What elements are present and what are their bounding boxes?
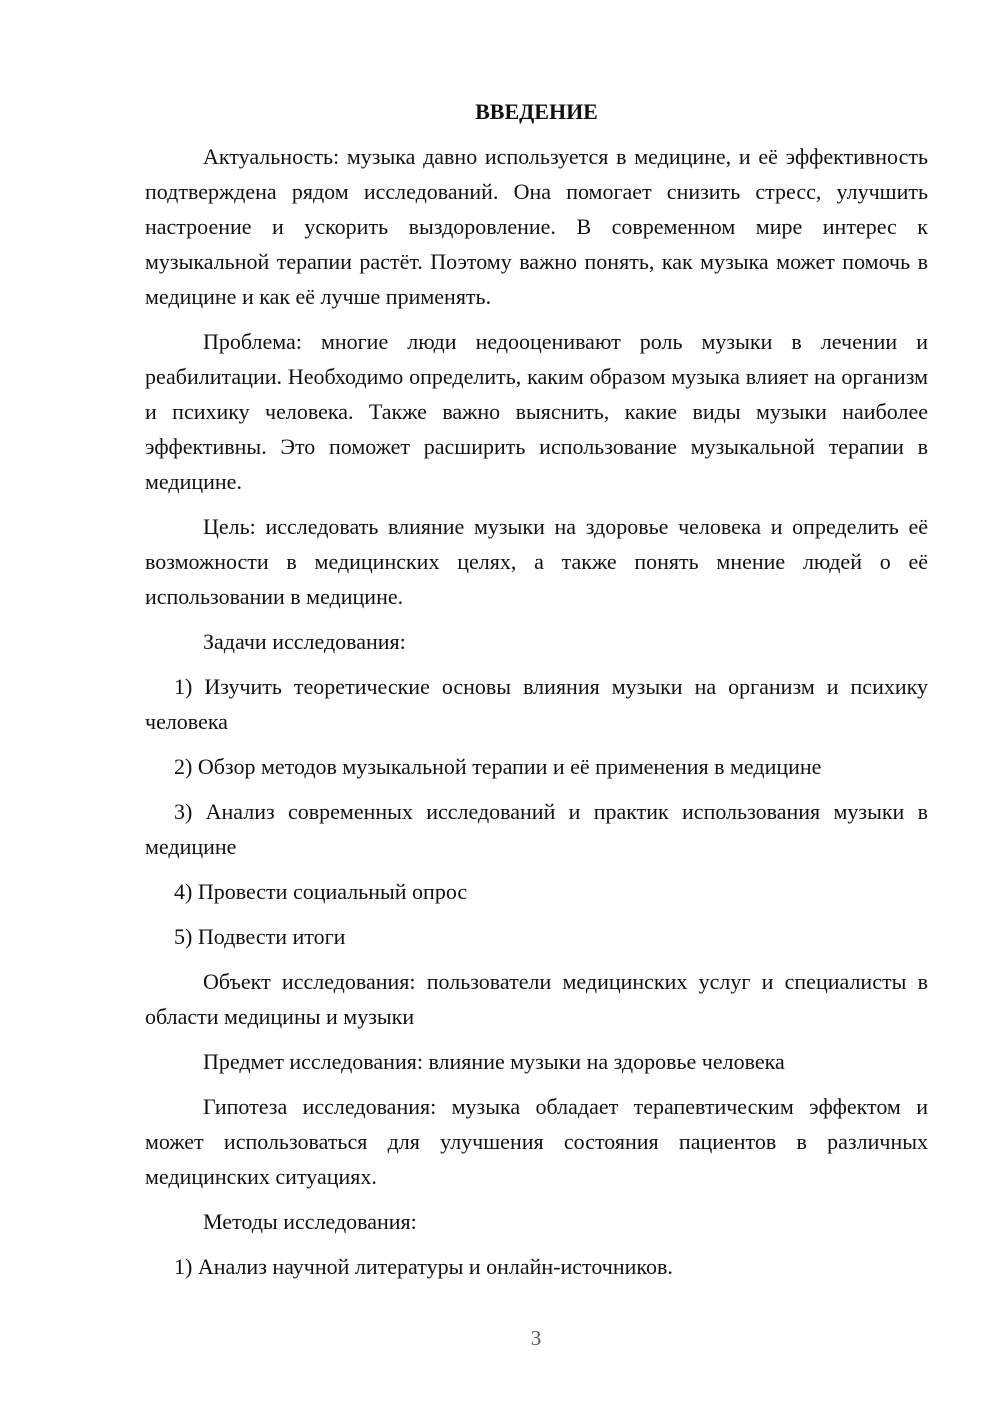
task-item: 2) Обзор методов музыкальной терапии и её применения в медицине [174, 754, 822, 779]
problem-paragraph: Проблема: многие люди недооценивают роль музыки в лечении и реабилитации. Необходимо определить, каким образом музыка влияет на организм и психику человека. Также важно выяснить, какие виды музыки наиболее эффективны. Это поможет расширить использование музыкальной терапии в медицине. [145, 329, 928, 494]
goal-paragraph: Цель: исследовать влияние музыки на здоровье человека и определить её возможности в медицинских целях, а также понять мнение людей о её использовании в медицине. [145, 514, 928, 609]
document-page [145, 94, 928, 1294]
subject-paragraph: Предмет исследования: влияние музыки на здоровье человека [203, 1049, 785, 1074]
page-number: 3 [530, 1326, 542, 1350]
task-item: 4) Провести социальный опрос [174, 879, 468, 904]
methods-heading: Методы исследования: [203, 1209, 417, 1234]
task-item: 1) Изучить теоретические основы влияния музыки на организм и психику человека [145, 674, 928, 734]
method-item: 1) Анализ научной литературы и онлайн-источников. [174, 1254, 673, 1279]
relevance-paragraph: Актуальность: музыка давно используется в медицине, и её эффективность подтверждена рядом исследований. Она помогает снизить стресс, улучшить настроение и ускорить выздоровление. В современном мире интерес к музыкальной терапии растёт. Поэтому важно понять, как музыка может помочь в медицине и как её лучше применять. [145, 144, 928, 309]
task-item: 5) Подвести итоги [174, 924, 346, 949]
section-title: ВВЕДЕНИЕ [475, 99, 598, 124]
object-paragraph: Объект исследования: пользователи медицинских услуг и специалисты в области медицины и музыки [145, 969, 928, 1029]
task-item: 3) Анализ современных исследований и практик использования музыки в медицине [145, 799, 928, 859]
hypothesis-paragraph: Гипотеза исследования: музыка обладает терапевтическим эффектом и может использоваться для улучшения состояния пациентов в различных медицинских ситуациях. [145, 1094, 928, 1189]
tasks-heading: Задачи исследования: [203, 629, 406, 654]
